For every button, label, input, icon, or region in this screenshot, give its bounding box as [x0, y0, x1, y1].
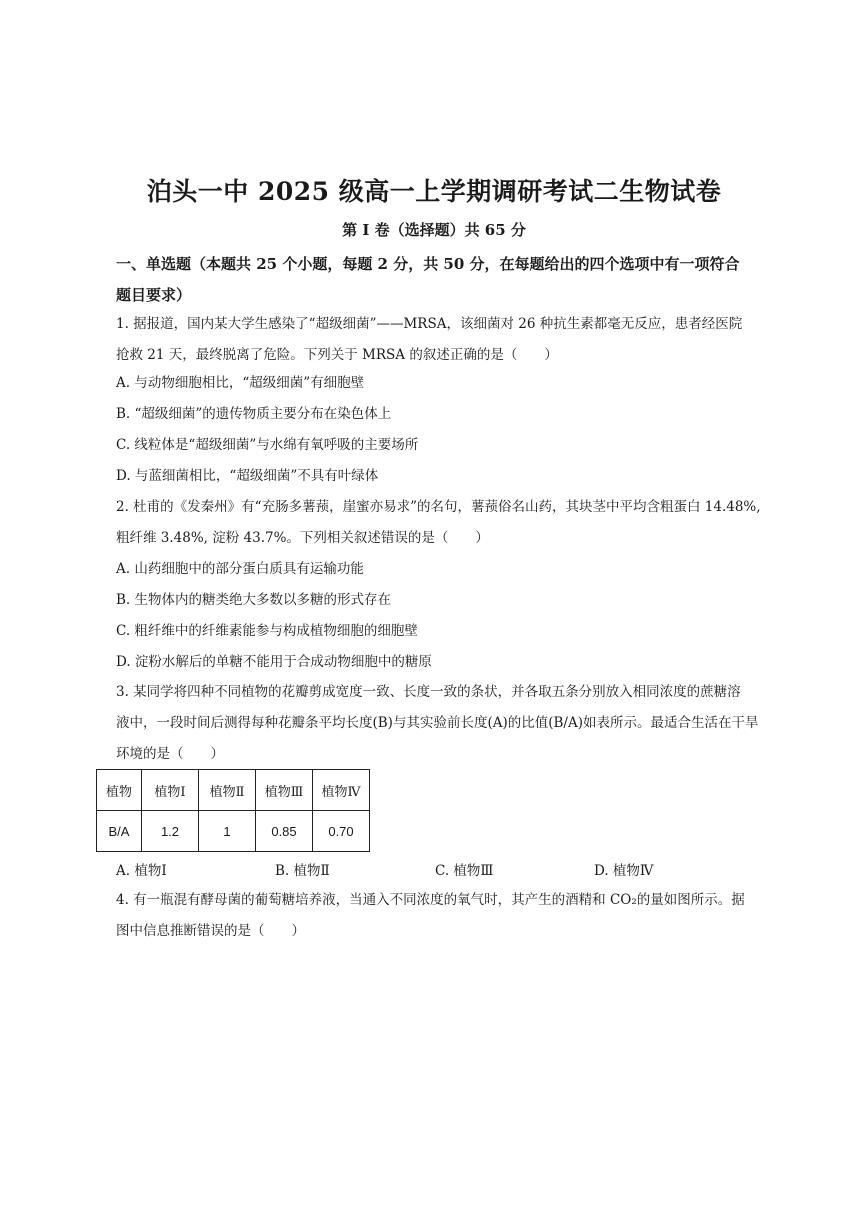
table-header-cell: 植物Ⅰ — [142, 770, 199, 811]
question-2-line1: 2. 杜甫的《发秦州》有“充肠多薯蓣，崖蜜亦易求”的名句，薯蓣俗名山药，其块茎中平均含粗蛋白 14.48%, — [116, 499, 761, 515]
table-header-row — [97, 770, 370, 811]
table-header-cell: 植物Ⅱ — [199, 770, 256, 811]
question-4-line2: 图中信息推断错误的是（ ） — [116, 923, 305, 939]
section-heading-line2: 题目要求） — [116, 286, 192, 304]
table-header-cell: 植物Ⅳ — [313, 770, 370, 811]
table-cell: 0.85 — [256, 811, 313, 852]
question-3-line1: 3. 某同学将四种不同植物的花瓣剪成宽度一致、长度一致的条状，并各取五条分别放入相同浓度的蔗糖溶 — [116, 684, 741, 700]
volume-subtitle: 第 I 卷（选择题）共 65 分 — [342, 221, 526, 239]
question-1-line1: 1. 据报道，国内某大学生感染了“超级细菌”——MRSA，该细菌对 26 种抗生素都毫无反应，患者经医院 — [116, 316, 743, 332]
page-title: 泊头一中 2025 级高一上学期调研考试二生物试卷 — [146, 177, 722, 206]
question-3-line2: 液中，一段时间后测得每种花瓣条平均长度(B)与其实验前长度(A)的比值(B/A)如表所示。最适合生活在干旱 — [116, 715, 759, 731]
question-4-line1: 4. 有一瓶混有酵母菌的葡萄糖培养液，当通入不同浓度的氧气时，其产生的酒精和 CO₂的量如图所示。据 — [116, 892, 745, 908]
question-2-option-c: C. 粗纤维中的纤维素能参与构成植物细胞的细胞壁 — [116, 623, 418, 639]
question-2-stem — [116, 492, 766, 554]
question-1-option-c: C. 线粒体是“超级细菌”与水绵有氧呼吸的主要场所 — [116, 437, 419, 453]
table-header-cell: 植物Ⅲ — [256, 770, 313, 811]
question-3-option-b: B. 植物Ⅱ — [275, 863, 330, 879]
question-3-option-c: C. 植物Ⅲ — [435, 863, 494, 879]
question-3-stem — [116, 677, 766, 770]
question-2-option-d: D. 淀粉水解后的单糖不能用于合成动物细胞中的糖原 — [116, 654, 432, 670]
question-1-line2: 抢救 21 天，最终脱离了危险。下列关于 MRSA 的叙述正确的是（ ） — [116, 347, 558, 363]
question-1-option-a: A. 与动物细胞相比，“超级细菌”有细胞壁 — [116, 375, 365, 391]
ratio-table — [96, 769, 370, 852]
table-cell: B/A — [97, 811, 142, 852]
table-cell: 1 — [199, 811, 256, 852]
question-3-option-d: D. 植物Ⅳ — [594, 863, 654, 879]
question-2-option-a: A. 山药细胞中的部分蛋白质具有运输功能 — [116, 561, 364, 577]
section-heading — [116, 249, 766, 311]
question-4-stem — [116, 885, 766, 947]
table-cell: 1.2 — [142, 811, 199, 852]
question-3-line3: 环境的是（ ） — [116, 746, 224, 762]
section-heading-line1: 一、单选题（本题共 25 个小题，每题 2 分，共 50 分，在每题给出的四个选项中有一项符合 — [116, 255, 740, 273]
question-1-option-b: B. “超级细菌”的遗传物质主要分布在染色体上 — [116, 406, 392, 422]
question-2-line2: 粗纤维 3.48%, 淀粉 43.7%。下列相关叙述错误的是（ ） — [116, 530, 489, 546]
question-1-stem — [116, 309, 766, 371]
question-3-option-a: A. 植物Ⅰ — [116, 863, 167, 879]
table-row — [97, 811, 370, 852]
question-2-option-b: B. 生物体内的糖类绝大多数以多糖的形式存在 — [116, 592, 392, 608]
question-3-options — [116, 859, 766, 881]
table-cell: 0.70 — [313, 811, 370, 852]
table-header-cell: 植物 — [97, 770, 142, 811]
question-1-option-d: D. 与蓝细菌相比，“超级细菌”不具有叶绿体 — [116, 468, 379, 484]
